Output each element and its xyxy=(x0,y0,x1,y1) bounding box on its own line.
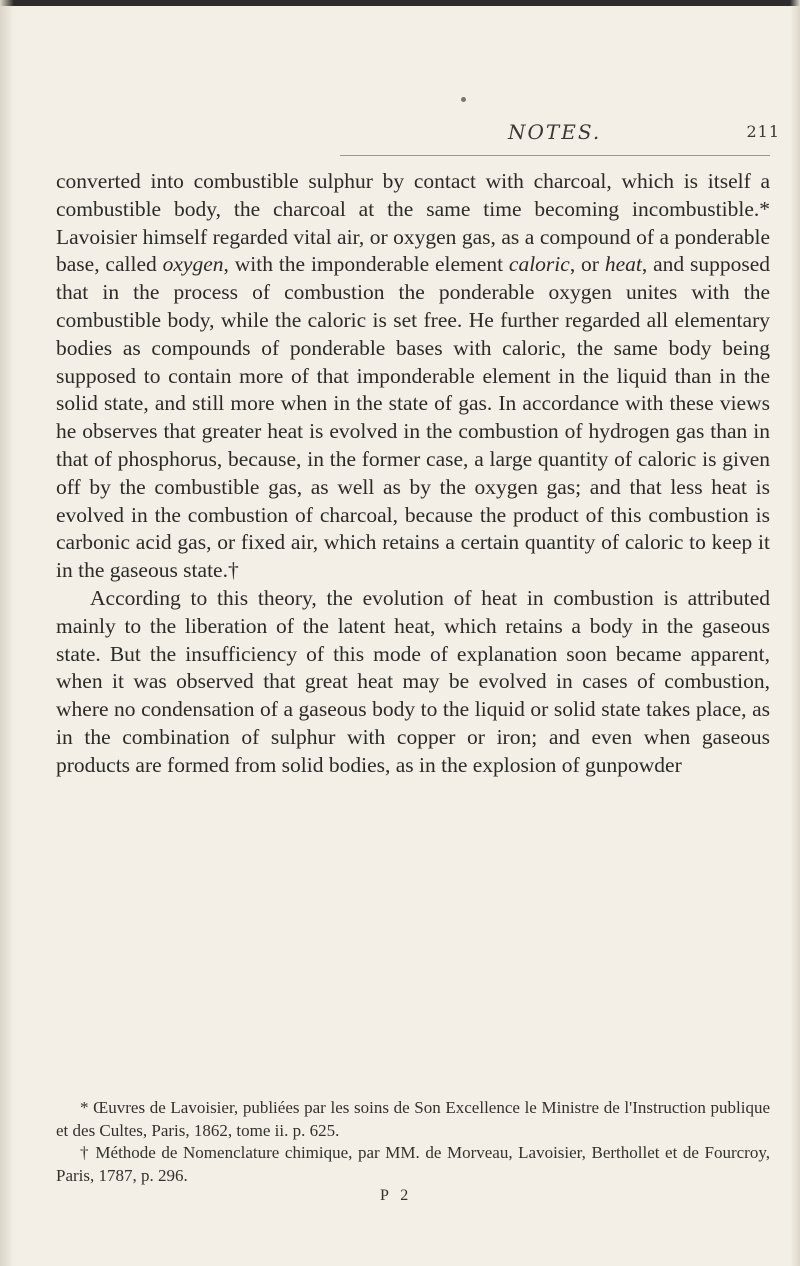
ink-dot xyxy=(461,97,466,102)
page-top-edge xyxy=(0,0,800,6)
page-number: 211 xyxy=(746,122,780,141)
paragraph-2: According to this theory, the evolution of heat in combustion is attributed mainly to the liberation of the latent heat, which retains a body in the gaseous state. But the insufficiency of this mode of explanation soon became apparent, when it was observed that great heat may be evolved in cases of combustion, where no condensation of a gaseous body to the liquid or solid state takes place, as in the combination of sulphur with copper or iron; and even when gaseous products are formed from solid bodies, as in the explosion of gunpowder xyxy=(56,585,770,777)
page-edge-shadow xyxy=(790,0,800,1266)
header-rule xyxy=(340,155,770,156)
paragraph-1: converted into combustible sulphur by contact with charcoal, which is itself a combustible body, the charcoal at the same time becoming incombustible.* Lavoisier himself regarded vital air, or oxygen gas, as a compound of a ponderable base, called oxygen, with the imponderable element caloric, or heat, and supposed that in the process of combustion the ponderable oxygen unites with the combustible body, while the caloric is set free. He further regarded all elementary bodies as compounds of ponderable bases with caloric, the same body being supposed to contain more of that imponderable element in the liquid than in the solid state, and still more when in the state of gas. In accordance with these views he observes that greater heat is evolved in the combustion of hydrogen gas than in that of phosphorus, because, in the former case, a large quantity of caloric is given off by the combustible gas, as well as by the oxygen gas; and that less heat is evolved in the combustion of charcoal, because the product of this combustion is carbonic acid gas, or fixed air, which retains a certain quantity of caloric to keep it in the gaseous state.† xyxy=(56,169,770,583)
footnote-1: * Œuvres de Lavoisier, publiées par les soins de Son Excellence le Ministre de l'Instruction publique et des Cultes, Paris, 1862, tome ii. p. 625. xyxy=(56,1098,770,1140)
running-title: NOTES. xyxy=(508,120,602,144)
main-text xyxy=(56,168,770,780)
page-gutter-shadow xyxy=(0,0,14,1266)
footnotes xyxy=(56,1097,770,1187)
running-head xyxy=(38,120,780,148)
signature-mark: P 2 xyxy=(380,1187,413,1204)
footnote-2: † Méthode de Nomenclature chimique, par MM. de Morveau, Lavoisier, Berthollet et de Fourcroy, Paris, 1787, p. 296. xyxy=(56,1143,770,1185)
